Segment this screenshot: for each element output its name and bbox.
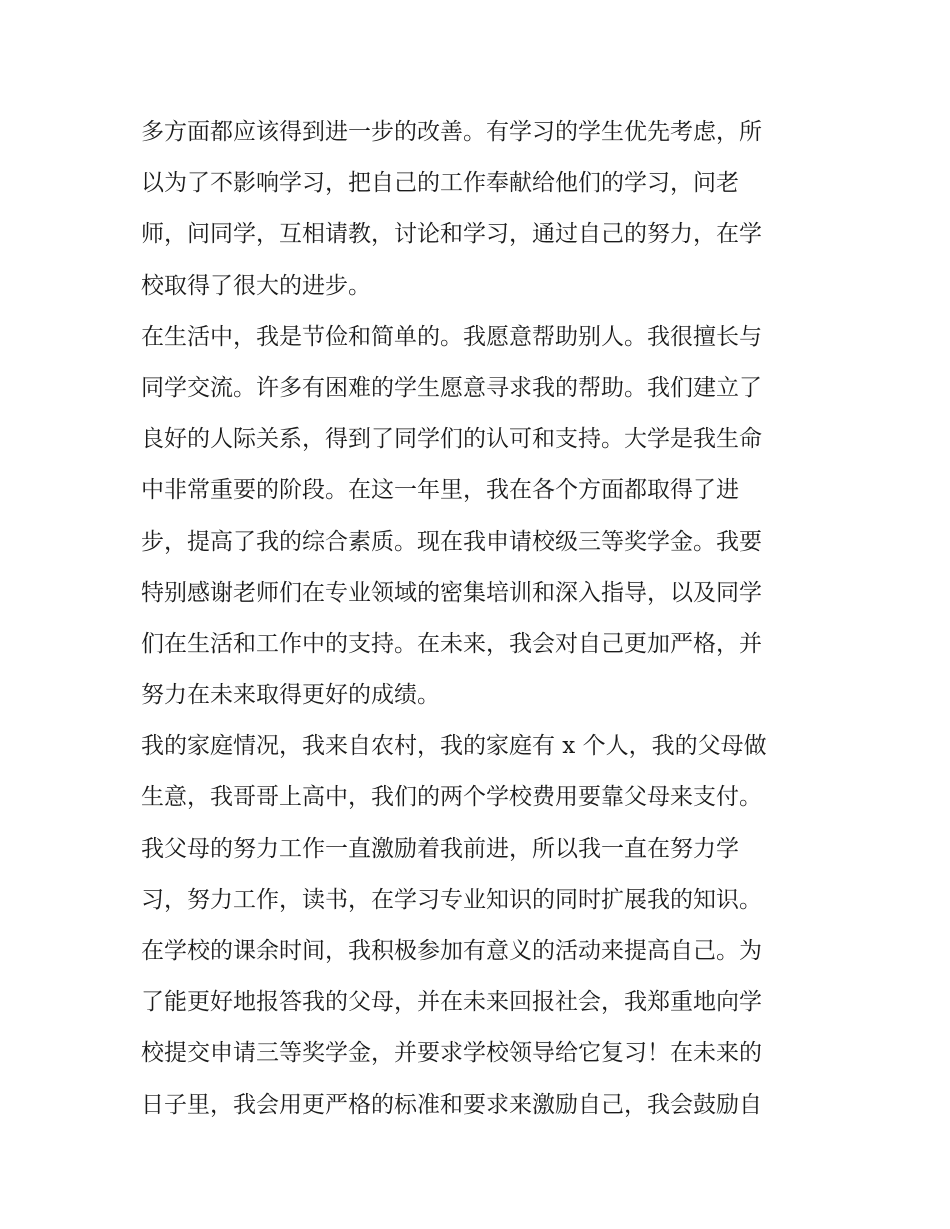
text-line-8: 中非常重要的阶段。在这一年里，我在各个方面都取得了进: [141, 477, 739, 504]
text-line-12: 努力在未来取得更好的成绩。: [141, 682, 440, 709]
text-line-7: 良好的人际关系，得到了同学们的认可和支持。大学是我生命: [141, 426, 762, 453]
text-line-9: 步，提高了我的综合素质。现在我申请校级三等奖学金。我要: [141, 528, 762, 555]
text-line-17: 在学校的课余时间，我积极参加有意义的活动来提高自己。为: [141, 938, 762, 964]
text-line-19: 校提交申请三等奖学金，并要求学校领导给它复习！在未来的: [141, 1040, 762, 1067]
text-line-5: 在生活中，我是节俭和简单的。我愿意帮助别人。我很擅长与: [141, 323, 762, 350]
text-line-16: 习，努力工作，读书，在学习专业知识的同时扩展我的知识。: [141, 886, 762, 913]
text-line-20: 日子里，我会用更严格的标准和要求来激励自己，我会鼓励自: [141, 1091, 762, 1118]
text-line-3: 师，问同学，互相请教，讨论和学习，通过自己的努力，在学: [141, 221, 762, 248]
text-line-11: 们在生活和工作中的支持。在未来，我会对自己更加严格，并: [141, 630, 762, 657]
text-line-2: 以为了不影响学习，把自己的工作奉献给他们的学习，问老: [141, 170, 739, 197]
text-line-1: 多方面都应该得到进一步的改善。有学习的学生优先考虑，所: [141, 119, 762, 145]
text-line-18: 了能更好地报答我的父母，并在未来回报社会，我郑重地向学: [141, 989, 762, 1016]
text-line-10: 特别感谢老师们在专业领域的密集培训和深入指导，以及同学: [141, 579, 762, 606]
text-line-14: 生意，我哥哥上高中，我们的两个学校费用要靠父母来支付。: [141, 784, 762, 811]
text-line-13: 我的家庭情况，我来自农村，我的家庭有 x 个人，我的父母做: [141, 733, 767, 760]
document-body: [141, 107, 831, 1131]
text-line-4: 校取得了很大的进步。: [141, 272, 371, 299]
text-line-15: 我父母的努力工作一直激励着我前进，所以我一直在努力学: [141, 835, 739, 862]
text-line-6: 同学交流。许多有困难的学生愿意寻求我的帮助。我们建立了: [141, 374, 762, 401]
